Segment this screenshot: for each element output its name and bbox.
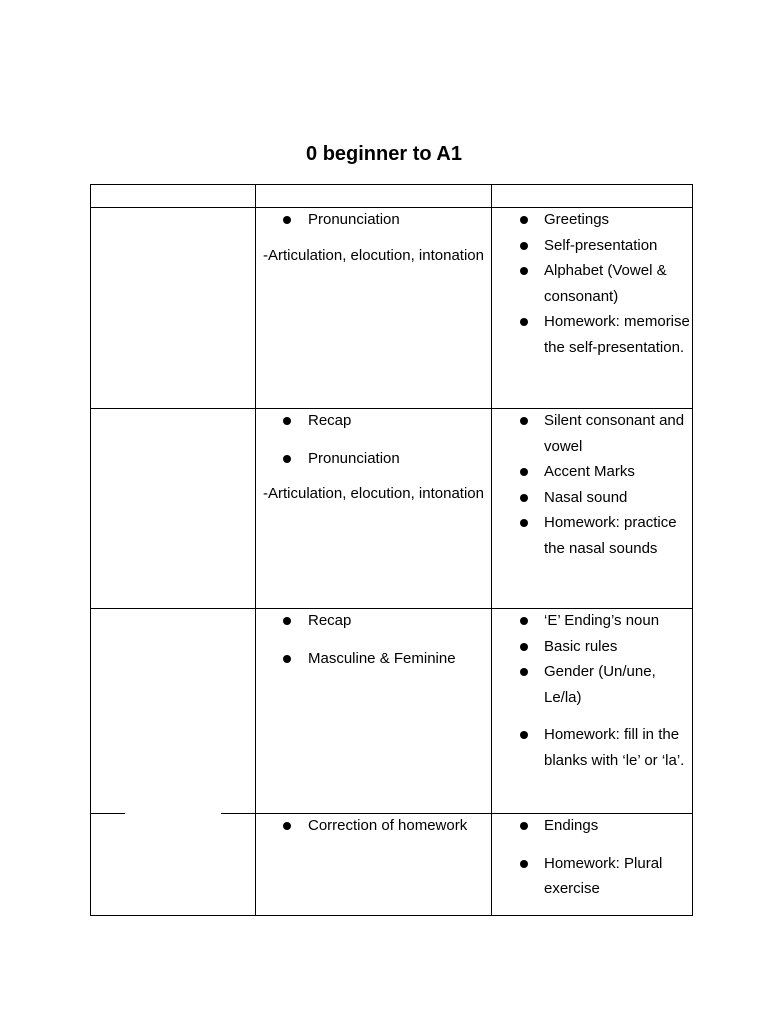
bullet-icon [520,731,528,739]
lesson-table [90,184,693,916]
bullet-icon [283,417,291,425]
bullet-icon [283,455,291,463]
row-4-content [492,813,693,902]
list-item: ‘E’ Ending’s noun [492,608,693,634]
bullet-icon [520,860,528,868]
cell-note: -Articulation, elocution, intonation [263,246,484,264]
list-item: Gender (Un/une, Le/la) [492,659,693,710]
bullet-icon [520,242,528,250]
list-item: Pronunciation [256,446,490,472]
list-item: Greetings [492,207,693,233]
bullet-icon [283,822,291,830]
bullet-icon [520,617,528,625]
row-3-content [492,608,693,773]
bullet-icon [520,267,528,275]
bullet-icon [520,519,528,527]
row-3-topics [256,608,490,671]
list-item: Silent consonant and vowel [492,408,693,459]
bullet-icon [520,494,528,502]
document-title: 0 beginner to A1 [306,143,462,165]
bullet-icon [283,216,291,224]
list-item: Nasal sound [492,485,693,511]
list-item: Recap [256,408,490,434]
list-item: Correction of homework [256,813,490,839]
list-item: Endings [492,813,693,839]
bullet-icon [520,822,528,830]
list-item: Self-presentation [492,233,693,259]
bullet-icon [520,417,528,425]
row-1-topics [256,207,490,267]
list-item: Homework: fill in the blanks with ‘le’ or ‘la’. [492,722,693,773]
list-item: Alphabet (Vowel & consonant) [492,258,693,309]
row-4-topics [256,813,490,839]
bullet-icon [520,468,528,476]
column-divider [255,185,256,915]
row-2-topics [256,408,490,505]
row-1-content [492,207,693,360]
bullet-icon [283,617,291,625]
list-item: Masculine & Feminine [256,646,490,672]
cell-note: -Articulation, elocution, intonation [263,485,484,502]
bullet-icon [520,668,528,676]
list-item: Homework: Plural exercise [492,851,693,902]
list-item: Homework: memorise the self-presentation. [492,309,693,360]
list-item: Accent Marks [492,459,693,485]
bullet-icon [520,318,528,326]
list-item: Recap [256,608,490,634]
list-item: Homework: practice the nasal sounds [492,510,693,561]
list-item: Pronunciation [256,207,490,233]
row-2-content [492,408,693,561]
line-gap [125,812,221,815]
bullet-icon [520,216,528,224]
bullet-icon [520,643,528,651]
list-item: Basic rules [492,634,693,660]
bullet-icon [283,655,291,663]
